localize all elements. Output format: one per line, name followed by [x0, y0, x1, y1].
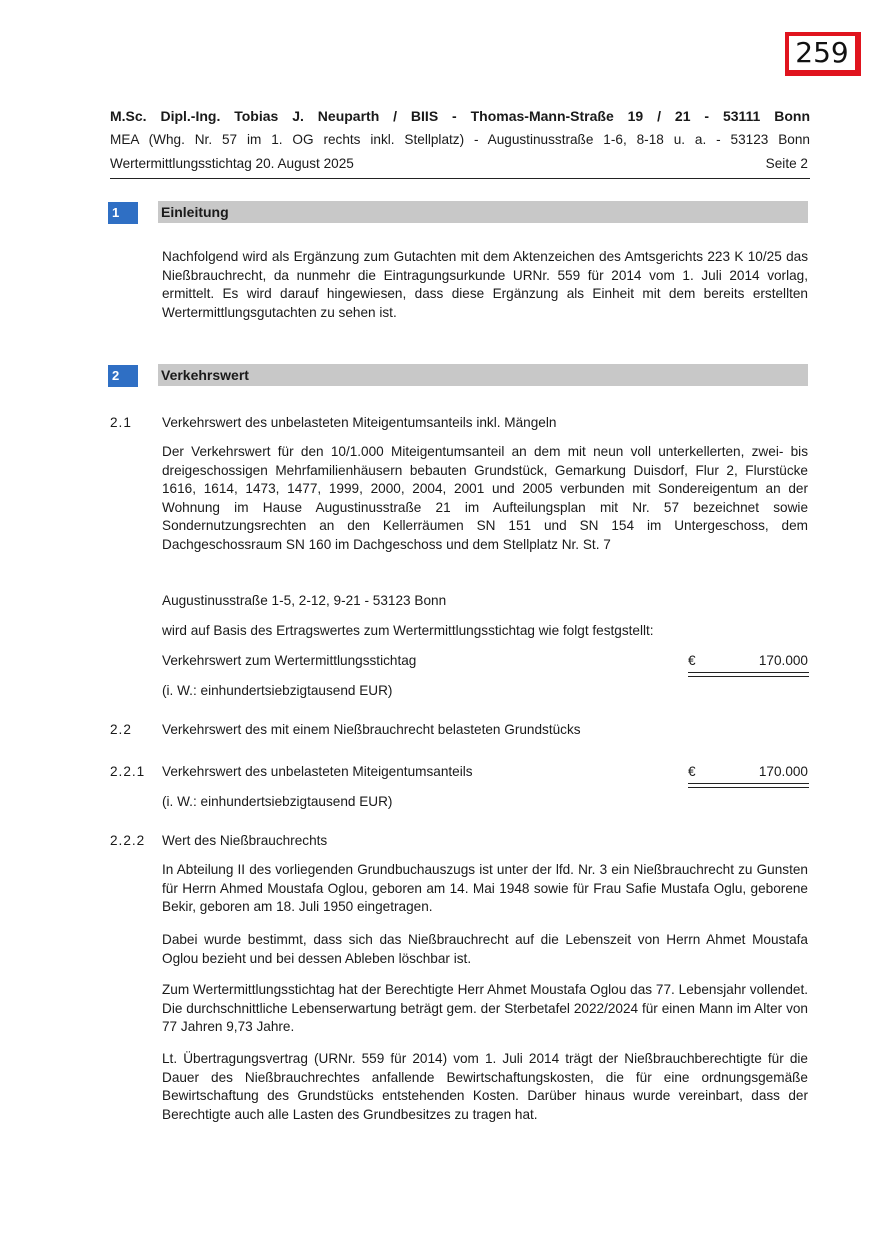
header-property-line: MEA (Whg. Nr. 57 im 1. OG rechts inkl. Stellplatz) - Augustinusstraße 1-6, 8-18 u. a. - 53123 Bonn [110, 132, 810, 147]
section-1-paragraph: Nachfolgend wird als Ergänzung zum Gutachten mit dem Aktenzeichen des Amtsgerichts 223 K 10/25 das Nießbrauchrecht, da nunmehr die Eintragungsurkunde URNr. 559 für 2014 vom 1. Juli 2014 vorlag, ermittelt. Es wird darauf hingewiesen, dass diese Ergänzung als Einheit mit dem bereits erstellten Wertermittlungsgutachten zu sehen ist. [162, 249, 808, 320]
market-value-row [162, 652, 808, 672]
page-number-stamp: 259 [785, 32, 861, 76]
unencumbered-value-amount: 170.000 [758, 764, 808, 779]
usufruct-paragraph-2: Dabei wurde bestimmt, dass sich das Nießbrauchrecht auf die Lebenszeit von Herrn Ahmet Moustafa Oglou bezieht und bei dessen Ableben löschbar ist. [162, 932, 808, 966]
section-2-number: 2 [108, 365, 138, 387]
valuation-basis: wird auf Basis des Ertragswertes zum Wertermittlungsstichtag wie folgt festgstellt: [162, 623, 654, 638]
usufruct-paragraph-3: Zum Wertermittlungsstichtag hat der Berechtigte Herr Ahmet Moustafa Oglou das 77. Lebensjahr vollendet. Die durchschnittliche Lebenserwartung beträgt gem. der Sterbetafel 2022/2024 für einen Mann im Alter von 77 Jahren 9,73 Jahre. [162, 982, 808, 1035]
header-date-line [110, 155, 810, 174]
subsection-2-1-heading: Verkehrswert des unbelasteten Miteigentumsanteils inkl. Mängeln [162, 415, 557, 430]
market-value-label: Verkehrswert zum Wertermittlungsstichtag [162, 653, 417, 668]
subsection-2-2-heading: Verkehrswert des mit einem Nießbrauchrecht belasteten Grundstücks [162, 722, 581, 737]
subsection-2-2-1-number: 2.2.1 [110, 764, 146, 779]
subsection-2-1-number: 2.1 [110, 415, 132, 430]
section-2-title: Verkehrswert [158, 364, 808, 386]
header-author-line: M.Sc. Dipl.-Ing. Tobias J. Neuparth / BIIS - Thomas-Mann-Straße 19 / 21 - 53111 Bonn [110, 108, 810, 124]
property-address: Augustinusstraße 1-5, 2-12, 9-21 - 53123 Bonn [162, 593, 447, 608]
subsection-2-1-paragraph: Der Verkehrswert für den 10/1.000 Miteigentumsanteil an dem mit neun voll unterkellerten, zwei- bis dreigeschossigen Mehrfamilienhäusern bebauten Grundstück, Gemarkung Duisdorf, Flur 2, Flurstücke 1616, 1614, 1473, 1477, 1999, 2000, 2004, 2001 und 2005 verbunden mit Sondereigentum an der Wohnung im Hause Augustinusstraße 21 im Aufteilungsplan mit Nr. 57 bezeichnet sowie Sondernutzungsrechten an den Kellerräumen SN 151 und SN 154 im Untergeschoss, dem Dachgeschossraum SN 160 im Dachgeschoss und dem Stellplatz Nr. St. 7 [162, 444, 808, 552]
market-value-in-words: (i. W.: einhundertsiebzigtausend EUR) [162, 683, 393, 698]
currency-symbol: € [688, 653, 696, 668]
usufruct-paragraph-4: Lt. Übertragungsvertrag (URNr. 559 für 2014) vom 1. Juli 2014 trägt der Nießbrauchberechtigte für die Dauer des Nießbrauchrechtes anfallende Bewirtschaftungskosten, die für eine ordnungsgemäße Bewirtschaftung des Grundstücks entstehenden Kosten. Darüber hinaus wurde vereinbart, dass der Berechtigte auch alle Lasten des Grundbesitzes zu tragen hat. [162, 1051, 808, 1122]
double-underline [688, 672, 809, 677]
unencumbered-value-row [162, 763, 808, 783]
unencumbered-value-in-words: (i. W.: einhundertsiebzigtausend EUR) [162, 794, 393, 809]
subsection-2-2-2-number: 2.2.2 [110, 833, 146, 848]
currency-symbol: € [688, 764, 696, 779]
unencumbered-value-label: Verkehrswert des unbelasteten Miteigentumsanteils [162, 764, 473, 779]
usufruct-paragraph-1: In Abteilung II des vorliegenden Grundbuchauszugs ist unter der lfd. Nr. 3 ein Nießbrauchrecht zu Gunsten für Herrn Ahmed Moustafa Oglou, geboren am 14. Mai 1948 sowie für Frau Safie Mustafa Oglu, geborene Bekir, geboren am 18. Juli 1950 eingetragen. [162, 862, 808, 915]
double-underline [688, 783, 809, 788]
subsection-2-2-2-heading: Wert des Nießbrauchrechts [162, 833, 328, 848]
header-divider [110, 178, 810, 179]
header-page-label: Seite 2 [765, 156, 808, 171]
section-1-number: 1 [108, 202, 138, 224]
market-value-amount: 170.000 [758, 653, 808, 668]
section-1-title: Einleitung [158, 201, 808, 223]
subsection-2-2-number: 2.2 [110, 722, 132, 737]
header-valuation-date: Wertermittlungsstichtag 20. August 2025 [110, 156, 354, 171]
